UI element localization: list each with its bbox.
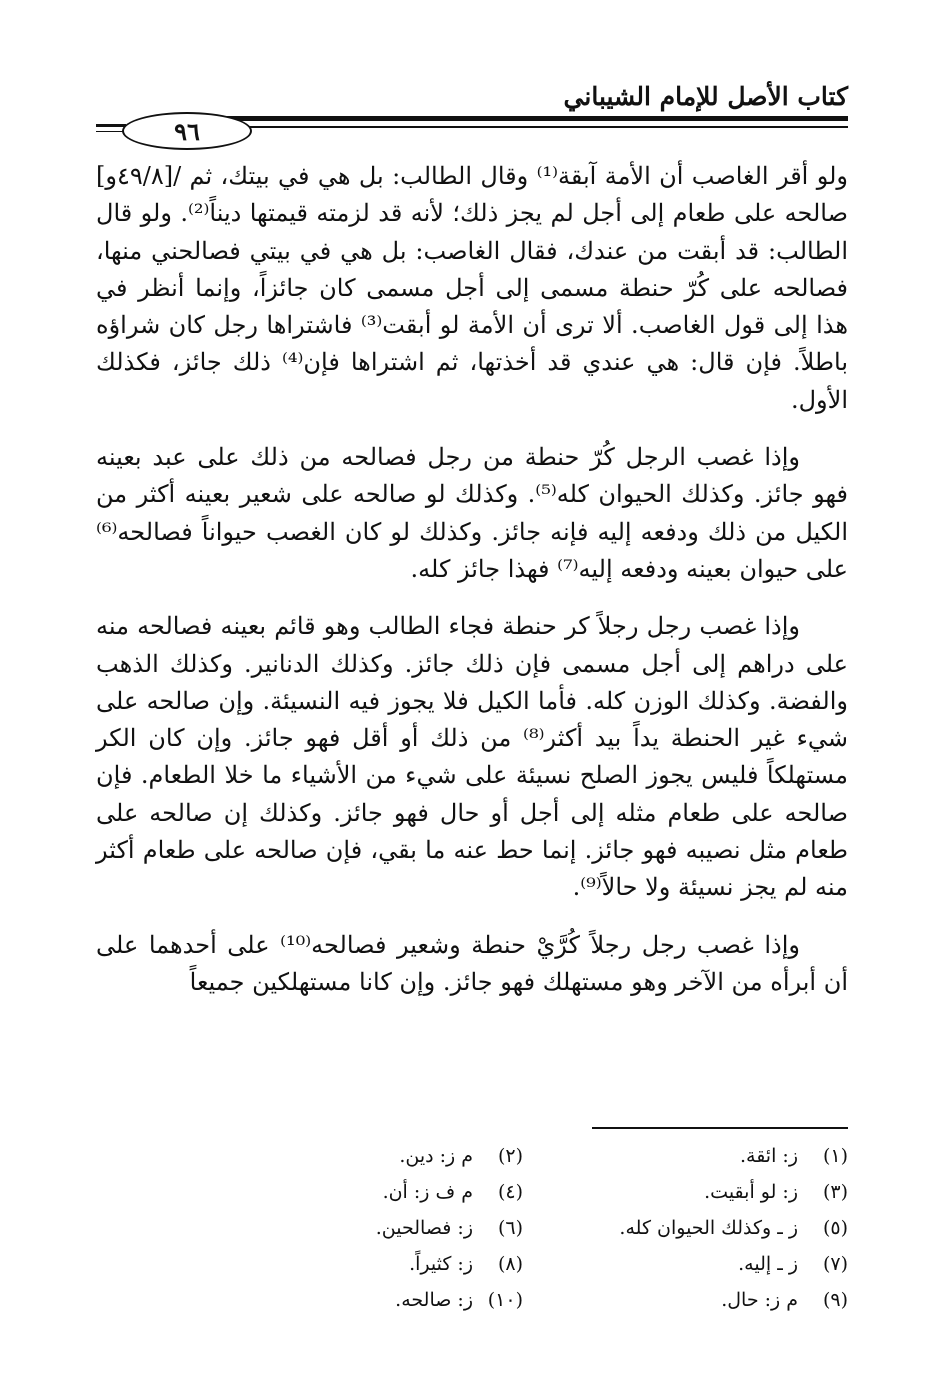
- footnote-number: (١): [822, 1145, 848, 1167]
- footnote-text: م ز: دين.: [399, 1145, 473, 1167]
- book-title: كتاب الأصل للإمام الشيباني: [563, 82, 848, 111]
- footnote-6: [198, 1213, 523, 1243]
- paragraph-3: وإذا غصب رجل رجلاً كر حنطة فجاء الطالب وهو قائم بعينه فصالحه منه على دراهم إلى أجل مسمى فإن ذلك جائز. وكذلك الدنانير. وكذلك الذهب والفضة. وكذلك الوزن كله. فأما الكيل فلا يجوز فيه النسيئة. وإن صالحه على شيء غير الحنطة يداً بيد أكثر⁽⁸⁾ من ذلك أو أقل فهو جائز. وإن كان الكر مستهلكاً فليس يجوز الصلح نسيئة على شيء من الأشياء ما خلا الطعام. فإن صالحه على طعام مثله إلى أجل أو حال فهو جائز. وكذلك إن صالحه على طعام مثل نصيبه فهو جائز. إنما حط عنه ما بقي، فإن صالحه على طعام أكثر منه لم يجز نسيئة ولا حالاً⁽⁹⁾.: [96, 612, 848, 902]
- footnote-number: (٦): [497, 1217, 523, 1239]
- header-rule-thick: [150, 116, 848, 121]
- footnote-text: ز: صالحه.: [395, 1289, 473, 1311]
- footnote-number: (٤): [497, 1181, 523, 1203]
- footnote-10: [198, 1285, 523, 1315]
- footnote-number: (١٠): [487, 1289, 523, 1311]
- footnote-text: ز ـ إليه.: [738, 1253, 798, 1275]
- footnote-7: [523, 1249, 848, 1279]
- header-rule-thin: [150, 126, 848, 128]
- footnote-text: م ف ز: أن.: [382, 1181, 473, 1203]
- paragraph-4: وإذا غصب رجل رجلاً كُرَّيْ حنطة وشعير فصالحه⁽¹⁰⁾ على أحدهما على أن أبرأه من الآخر وهو مستهلك فهو جائز. وإن كانا مستهلكين جميعاً: [96, 930, 848, 996]
- footnote-1: [523, 1141, 848, 1171]
- header-rule-left-thick: [96, 124, 126, 127]
- footnote-2: [198, 1141, 523, 1171]
- footnote-text: ز ـ وكذلك الحيوان كله.: [619, 1217, 798, 1239]
- footnote-8: [198, 1249, 523, 1279]
- main-text: [96, 158, 848, 1021]
- page-number: ٩٦: [174, 116, 200, 146]
- footnote-3: [523, 1177, 848, 1207]
- footnotes: [198, 1141, 848, 1315]
- footnote-number: (٣): [822, 1181, 848, 1203]
- footnote-5: [523, 1213, 848, 1243]
- footnote-text: ز: فصالحين.: [375, 1217, 473, 1239]
- footnote-text: م ز: حال.: [721, 1289, 798, 1311]
- footnote-9: [523, 1285, 848, 1315]
- paragraph-1: ولو أقر الغاصب أن الأمة آبقة⁽¹⁾ وقال الطالب: بل هي في بيتك، ثم /[٤٩/٨و] صالحه على طعام إلى أجل لم يجز ذلك؛ لأنه قد لزمته قيمتها ديناً⁽²⁾. ولو قال الطالب: قد أبقت من عندك، فقال الغاصب: بل هي في بيتي فصالحني منها، فصالحه على كُرّ حنطة مسمى إلى أجل مسمى كان جائزاً، وإنما أنظر في هذا إلى قول الغاصب. ألا ترى أن الأمة لو أبقت⁽³⁾ فاشتراها رجل كان شراؤه باطلاً. فإن قال: هي عندي قد أخذتها، ثم اشتراها فإن⁽⁴⁾ ذلك جائز، فكذلك الأول.: [96, 162, 849, 414]
- footnote-4: [198, 1177, 523, 1207]
- footnote-number: (٥): [822, 1217, 848, 1239]
- footnote-number: (٨): [497, 1253, 523, 1275]
- paragraph-2: وإذا غصب الرجل كُرّ حنطة من رجل فصالحه من ذلك على عبد بعينه فهو جائز. وكذلك الحيوان كله⁽⁵⁾. وكذلك لو صالحه على شعير بعينه أكثر من الكيل من ذلك ودفعه إليه فإنه جائز. وكذلك لو كان الغصب حيواناً فصالحه⁽⁶⁾ على حيوان بعينه ودفعه إليه⁽⁷⁾ فهذا جائز كله.: [96, 443, 848, 583]
- footnote-separator: [592, 1127, 848, 1129]
- page-number-badge: [122, 112, 252, 150]
- footnote-number: (٧): [822, 1253, 848, 1275]
- footnote-number: (٢): [497, 1145, 523, 1167]
- footnote-text: ز: لو أبقيت.: [704, 1181, 798, 1203]
- footnote-text: ز: ائقة.: [739, 1145, 798, 1167]
- footnote-text: ز: كثيراً.: [409, 1253, 473, 1275]
- footnote-number: (٩): [822, 1289, 848, 1311]
